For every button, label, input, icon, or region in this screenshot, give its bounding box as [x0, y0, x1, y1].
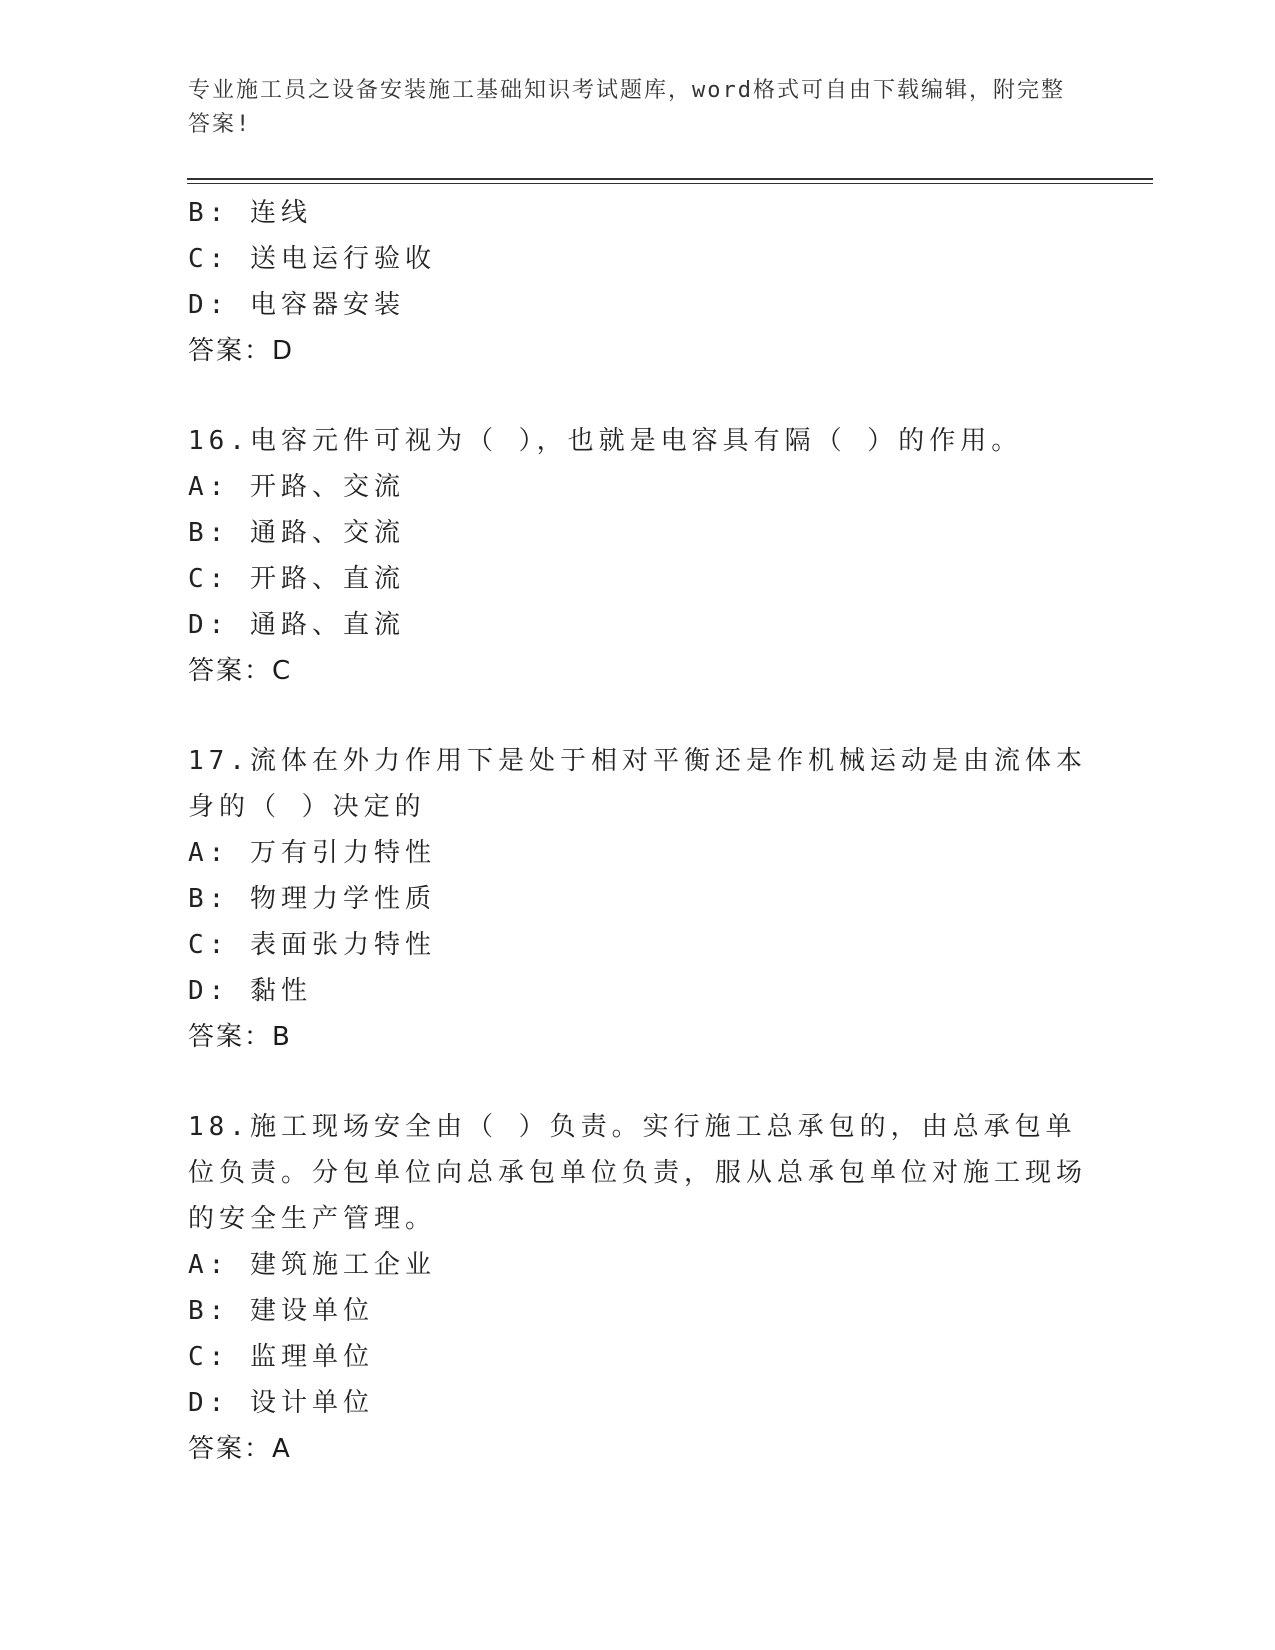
option-d: D: 黏性 [188, 976, 312, 1006]
question-17 [188, 738, 1088, 1060]
option-a: A: 建筑施工企业 [188, 1250, 436, 1280]
prev-question-block [188, 190, 1088, 374]
option-b: B: 建设单位 [188, 1296, 374, 1326]
option-c: C: 送电运行验收 [188, 244, 436, 274]
option-d: D: 通路、直流 [188, 610, 405, 640]
option-c: C: 开路、直流 [188, 564, 405, 594]
answer-line: 答案：B [188, 1022, 292, 1052]
header-divider-thin [187, 183, 1153, 184]
option-c: C: 监理单位 [188, 1342, 374, 1372]
option-c: C: 表面张力特性 [188, 930, 436, 960]
question-stem: 18.施工现场安全由（ ）负责。实行施工总承包的，由总承包单位负责。分包单位向总承包单位负责，服从总承包单位对施工现场的安全生产管理。 [188, 1112, 1088, 1234]
question-18 [188, 1104, 1088, 1472]
question-stem: 16.电容元件可视为（ ），也就是电容具有隔（ ）的作用。 [188, 426, 1023, 456]
option-d: D: 电容器安装 [188, 290, 405, 320]
answer-line: 答案：C [188, 656, 293, 686]
option-b: B: 连线 [188, 198, 312, 228]
answer-line: 答案：A [188, 1434, 292, 1464]
option-b: B: 通路、交流 [188, 518, 405, 548]
question-stem: 17.流体在外力作用下是处于相对平衡还是作机械运动是由流体本身的（ ）决定的 [188, 746, 1087, 822]
header-divider [187, 178, 1153, 180]
option-a: A: 开路、交流 [188, 472, 405, 502]
answer-line: 答案：D [188, 336, 295, 366]
option-b: B: 物理力学性质 [188, 884, 436, 914]
page-header: 专业施工员之设备安装施工基础知识考试题库，word格式可自由下载编辑，附完整答案! [188, 78, 1065, 137]
question-content [188, 190, 1088, 1472]
question-16 [188, 418, 1088, 694]
option-d: D: 设计单位 [188, 1388, 374, 1418]
option-a: A: 万有引力特性 [188, 838, 436, 868]
